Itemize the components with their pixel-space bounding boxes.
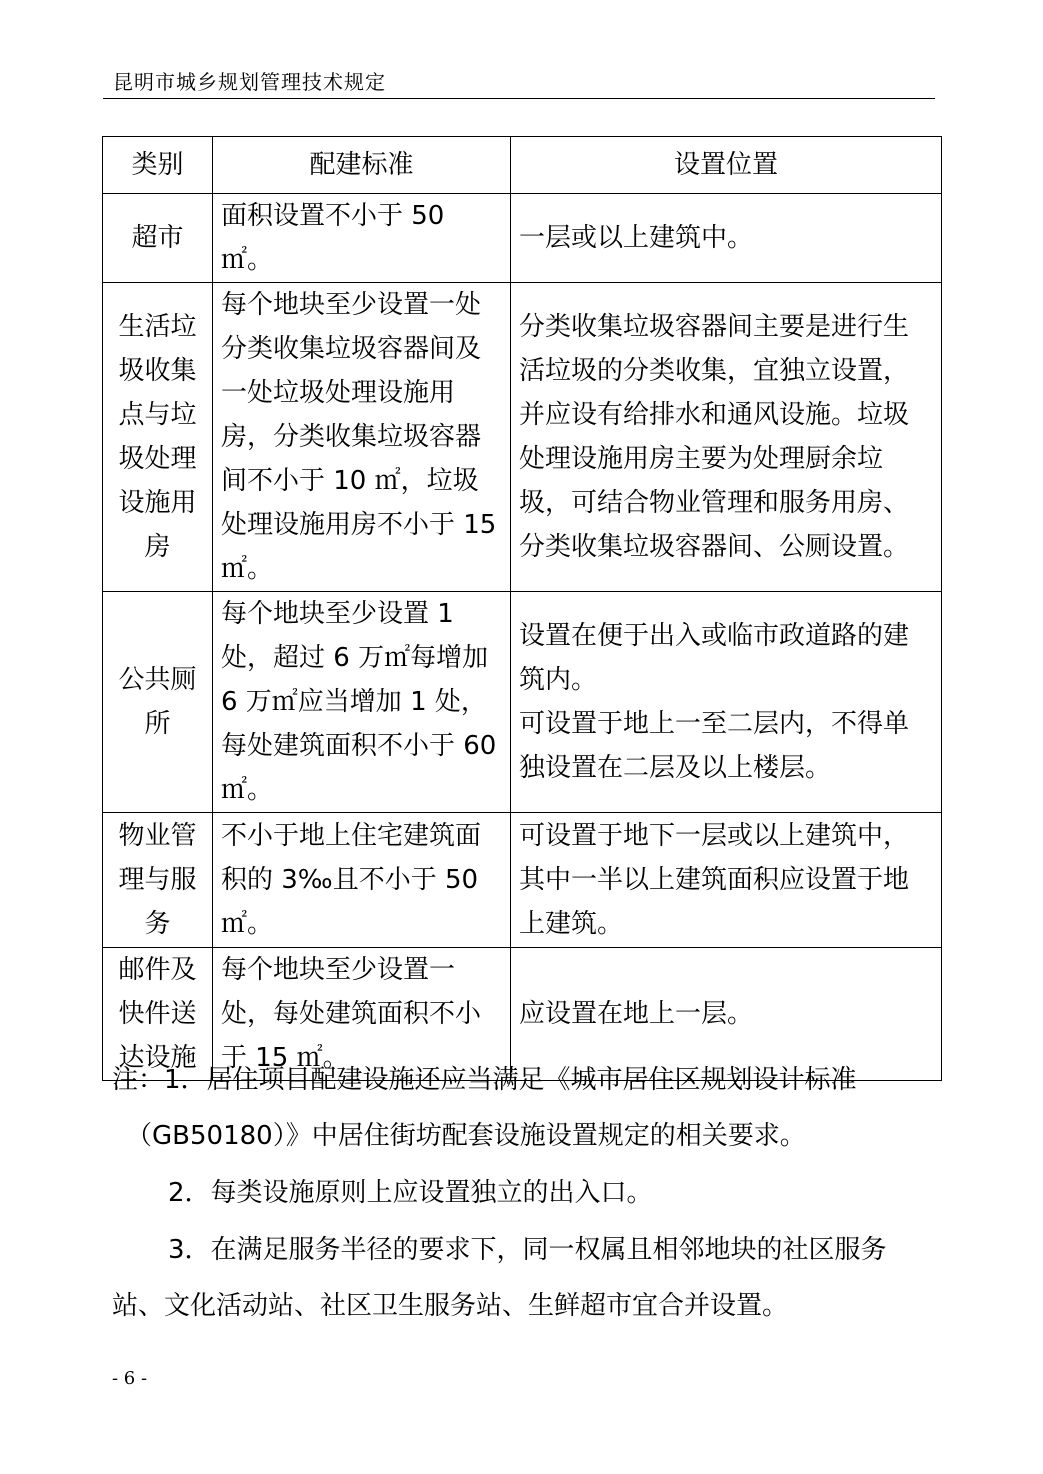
document-header-title: 昆明市城乡规划管理技术规定 xyxy=(113,70,386,94)
table-notes xyxy=(112,1052,934,1334)
location-cell xyxy=(511,194,942,283)
location-cell xyxy=(511,283,942,592)
column-header-category: 类别 xyxy=(103,137,213,194)
note-1-continuation: （GB50180）》中居住街坊配套设施设置规定的相关要求。 xyxy=(126,1121,806,1151)
table-row xyxy=(103,592,942,813)
table-row xyxy=(103,283,942,592)
location-cell xyxy=(511,813,942,948)
table-row xyxy=(103,194,942,283)
category-cell: 超市 xyxy=(103,194,213,283)
location-text: 分类收集垃圾容器间主要是进行生活垃圾的分类收集，宜独立设置，并应设有给排水和通风设施。垃圾处理设施用房主要为处理厨余垃圾，可结合物业管理和服务用房、分类收集垃圾容器间、公厕设置。 xyxy=(519,312,910,562)
category-cell: 物业管理与服务 xyxy=(103,813,213,948)
column-header-standard: 配建标准 xyxy=(213,137,511,194)
note-1: 注：1．居住项目配建设施还应当满足《城市居住区规划设计标准 xyxy=(112,1065,857,1095)
column-header-location: 设置位置 xyxy=(511,137,942,194)
location-text: 可设置于地上一至二层内，不得单独设置在二层及以上楼层。 xyxy=(519,709,910,783)
location-text: 一层或以上建筑中。 xyxy=(519,223,754,253)
standard-cell: 面积设置不小于 50 ㎡。 xyxy=(213,194,511,283)
page-number: - 6 - xyxy=(112,1368,148,1389)
standard-cell: 不小于地上住宅建筑面积的 3‰且不小于 50 ㎡。 xyxy=(213,813,511,948)
standard-cell: 每个地块至少设置一处分类收集垃圾容器间及一处垃圾处理设施用房，分类收集垃圾容器间不小于 10 ㎡，垃圾处理设施用房不小于 15 ㎡。 xyxy=(213,283,511,592)
location-text: 可设置于地下一层或以上建筑中，其中一半以上建筑面积应设置于地上建筑。 xyxy=(519,821,910,939)
header-divider xyxy=(103,98,935,99)
location-text: 设置在便于出入或临市政道路的建筑内。 xyxy=(519,621,910,695)
location-text: 应设置在地上一层。 xyxy=(519,999,754,1029)
location-cell xyxy=(511,592,942,813)
standard-cell: 每个地块至少设置一处，每处建筑面积不小于 15 ㎡。 xyxy=(213,948,511,1081)
table-header-row xyxy=(103,137,942,194)
facility-standards-table xyxy=(102,136,942,1081)
note-2: 2．每类设施原则上应设置独立的出入口。 xyxy=(168,1178,653,1208)
category-cell: 生活垃圾收集点与垃圾处理设施用房 xyxy=(103,283,213,592)
standard-cell: 每个地块至少设置 1 处，超过 6 万㎡每增加 6 万㎡应当增加 1 处，每处建筑面积不小于 60 ㎡。 xyxy=(213,592,511,813)
category-cell: 公共厕所 xyxy=(103,592,213,813)
note-3: 3．在满足服务半径的要求下，同一权属且相邻地块的社区服务站、文化活动站、社区卫生服务站、生鲜超市宜合并设置。 xyxy=(112,1235,887,1321)
table-row xyxy=(103,813,942,948)
category-cell: 邮件及快件送达设施 xyxy=(103,948,213,1081)
